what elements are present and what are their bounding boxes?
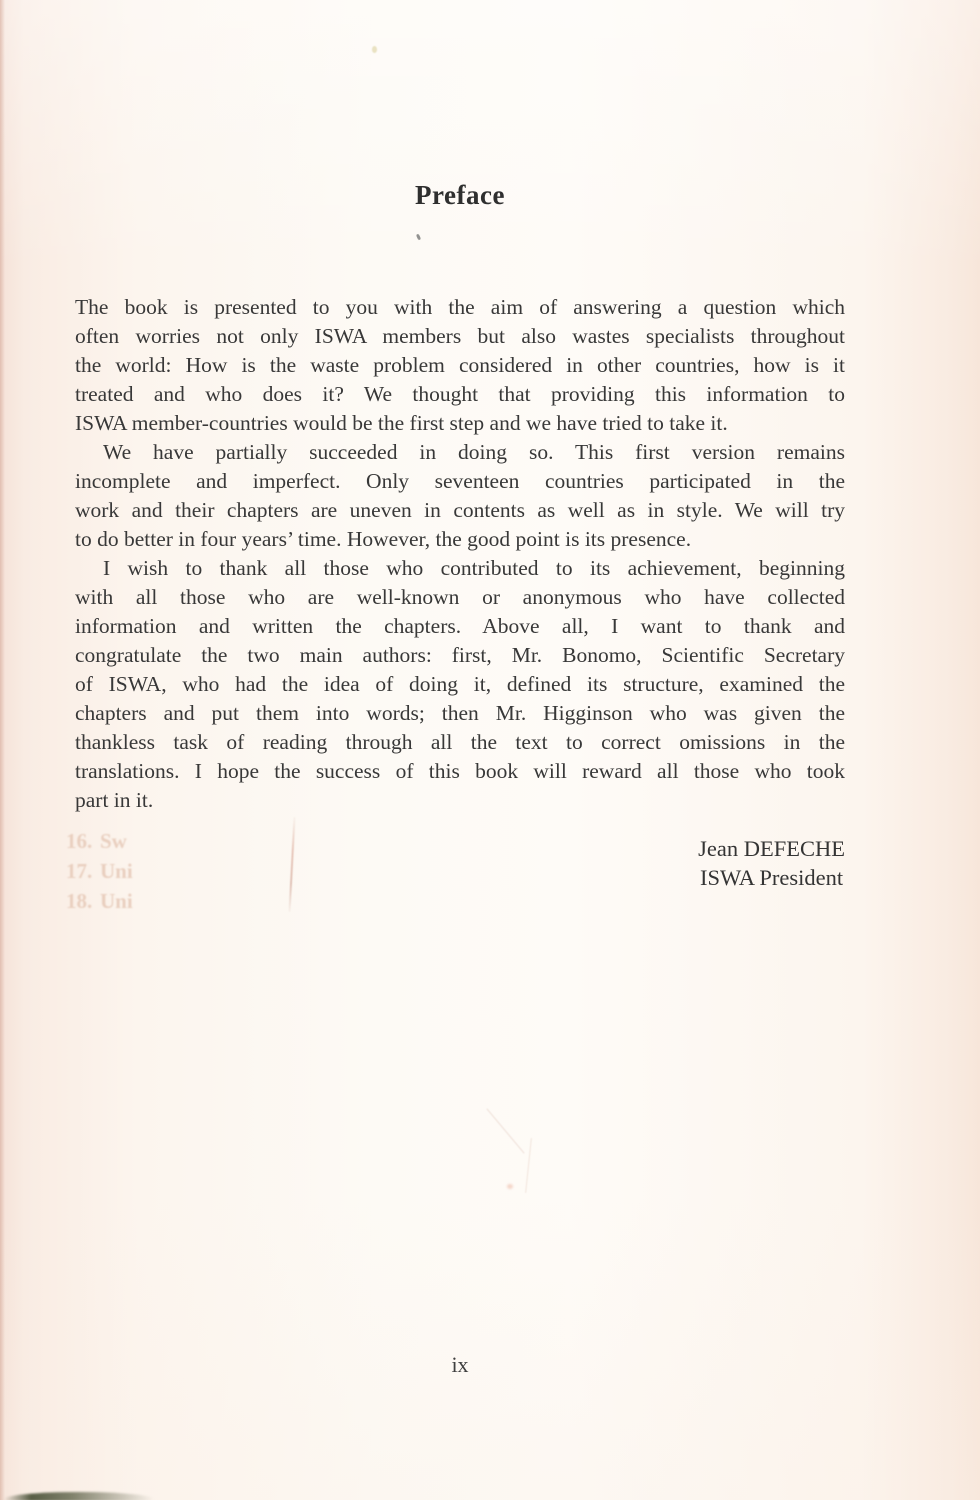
scan-speck [507, 1184, 513, 1189]
scan-crease [486, 1108, 524, 1153]
page-number: ix [451, 1352, 469, 1377]
body-text [75, 293, 845, 815]
text-line: to do better in four years’ time. However, the good point is its presence. [75, 527, 692, 551]
text-line: thankless task of reading through all the text to correct omissions in the [75, 730, 845, 754]
text-line: congratulate the two main authors: first, Mr. Bonomo, Scientific Secretary [75, 643, 845, 667]
text-line: I wish to thank all those who contributed to its achievement, beginning [103, 556, 845, 580]
text-line: incomplete and imperfect. Only seventeen countries participated in the [75, 469, 845, 493]
text-line: translations. I hope the success of this book will reward all those who took [75, 759, 845, 783]
text-line: the world: How is the waste problem considered in other countries, how is it [75, 353, 845, 377]
text-line: with all those who are well-known or anonymous who have collected [75, 585, 845, 609]
bleed-through-row [66, 856, 133, 886]
signature-role: ISWA President [700, 865, 844, 890]
text-line: The book is presented to you with the aim of answering a question which [75, 295, 845, 319]
text-line: ISWA member-countries would be the first step and we have tried to take it. [75, 411, 728, 435]
scan-scratch [289, 817, 296, 912]
bleed-through-number: 17. [66, 859, 93, 883]
text-line: chapters and put them into words; then Mr. Higginson who was given the [75, 701, 845, 725]
signature-name: Jean DEFECHE [698, 836, 845, 861]
bleed-through-number: 16. [66, 829, 93, 853]
bleed-through-row [66, 886, 133, 916]
text-line: work and their chapters are uneven in contents as well as in style. We will try [75, 498, 845, 522]
bleed-through-word: Uni [100, 889, 133, 913]
page-spine-edge [0, 0, 5, 1500]
bleed-through-row [66, 826, 133, 856]
scan-corner-shadow [4, 1492, 154, 1500]
scan-crease [525, 1138, 532, 1193]
text-line: information and written the chapters. Above all, I want to thank and [75, 614, 845, 638]
signature-block [698, 834, 845, 892]
scan-speck [372, 46, 377, 53]
text-line: part in it. [75, 788, 154, 812]
bleed-through-number: 18. [66, 889, 93, 913]
bleed-through-word: Sw [100, 829, 127, 853]
bleed-through-word: Uni [100, 859, 133, 883]
scan-speck [416, 234, 421, 241]
page-title: Preface [415, 180, 505, 210]
text-line: treated and who does it? We thought that providing this information to [75, 382, 845, 406]
text-line: of ISWA, who had the idea of doing it, defined its structure, examined the [75, 672, 845, 696]
text-line: We have partially succeeded in doing so. This first version remains [103, 440, 845, 464]
text-line: often worries not only ISWA members but also wastes specialists throughout [75, 324, 845, 348]
bleed-through-text [66, 826, 133, 916]
